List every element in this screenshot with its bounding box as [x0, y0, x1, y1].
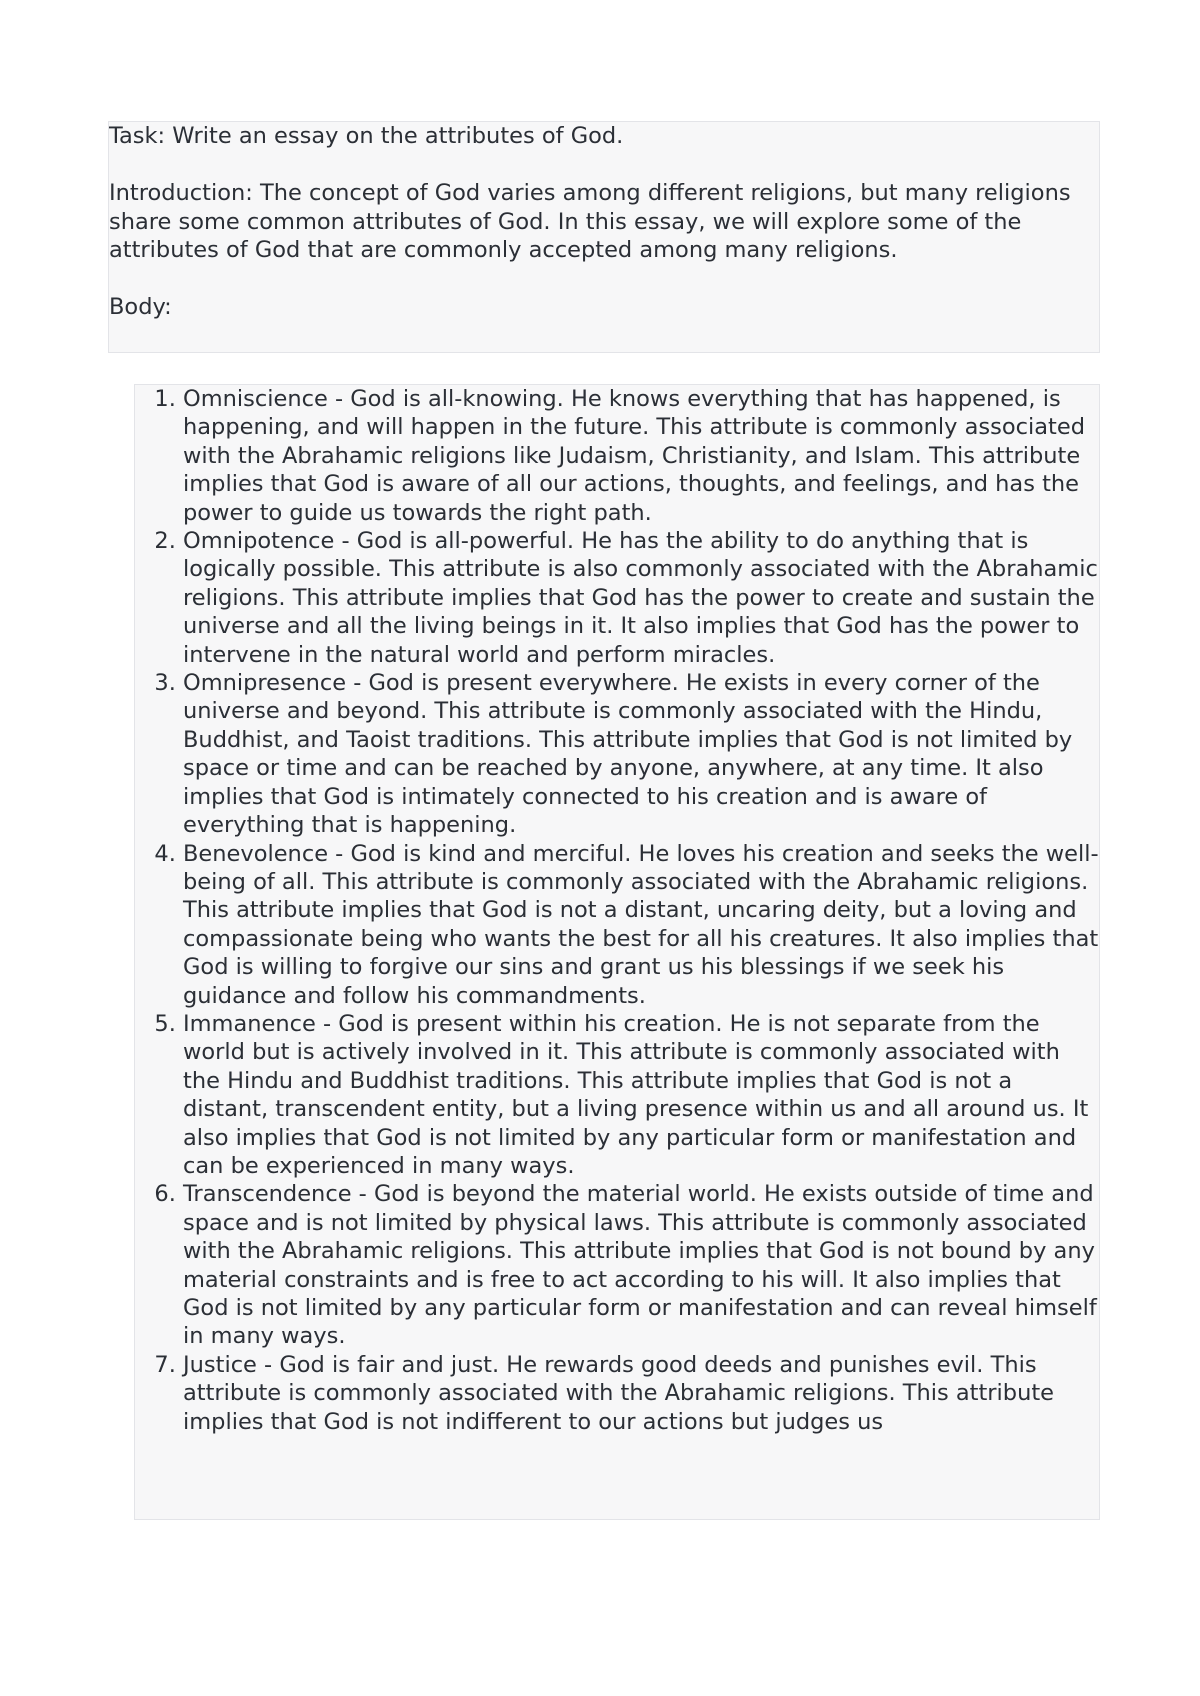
attribute-item-omnipotence: 2. Omnipotence - God is all-powerful. He has the ability to do anything that is logically possible. This attribute is also commonly associated with the Abrahamic religions. This attribute implies that God has the power to create and sustain the universe and all the living beings in it. It also implies that God has the power to intervene in the natural world and perform miracles. — [183, 527, 1099, 669]
introduction-paragraph: Introduction: The concept of God varies among different religions, but many religions share some common attributes of God. In this essay, we will explore some of the attributes of God that are commonly accepted among many religions. — [109, 180, 1071, 263]
intro-section — [108, 121, 1100, 353]
attribute-item-omnipresence: 3. Omnipresence - God is present everywhere. He exists in every corner of the universe and beyond. This attribute is commonly associated with the Hindu, Buddhist, and Taoist traditions. This attribute implies that God is not limited by space or time and can be reached by anyone, anywhere, at any time. It also implies that God is intimately connected to his creation and is aware of everything that is happening. — [183, 669, 1099, 839]
task-line: Task: Write an essay on the attributes of God. — [109, 123, 624, 149]
attribute-item-immanence: 5. Immanence - God is present within his creation. He is not separate from the world but is actively involved in it. This attribute is commonly associated with the Hindu and Buddhist traditions. This attribute implies that God is not a distant, transcendent entity, but a living presence within us and all around us. It also implies that God is not limited by any particular form or manifestation and can be experienced in many ways. — [183, 1010, 1099, 1180]
attribute-item-omniscience: 1. Omniscience - God is all-knowing. He knows everything that has happened, is happening, and will happen in the future. This attribute is commonly associated with the Abrahamic religions like Judaism, Christianity, and Islam. This attribute implies that God is aware of all our actions, thoughts, and feelings, and has the power to guide us towards the right path. — [183, 385, 1099, 527]
attributes-list — [135, 385, 1099, 1436]
body-heading: Body: — [109, 294, 172, 320]
spacer — [109, 151, 1099, 180]
attribute-item-transcendence: 6. Transcendence - God is beyond the material world. He exists outside of time and space and is not limited by physical laws. This attribute is commonly associated with the Abrahamic religions. This attribute implies that God is not bound by any material constraints and is free to act according to his will. It also implies that God is not limited by any particular form or manifestation and can reveal himself in many ways. — [183, 1180, 1099, 1350]
attributes-section — [134, 384, 1100, 1520]
attribute-item-justice: 7. Justice - God is fair and just. He rewards good deeds and punishes evil. This attribute is commonly associated with the Abrahamic religions. This attribute implies that God is not indifferent to our actions but judges us — [183, 1351, 1099, 1436]
attribute-item-benevolence: 4. Benevolence - God is kind and merciful. He loves his creation and seeks the well-being of all. This attribute is commonly associated with the Abrahamic religions. This attribute implies that God is not a distant, uncaring deity, but a loving and compassionate being who wants the best for all his creatures. It also implies that God is willing to forgive our sins and grant us his blessings if we seek his guidance and follow his commandments. — [183, 840, 1099, 1010]
spacer — [109, 265, 1099, 294]
